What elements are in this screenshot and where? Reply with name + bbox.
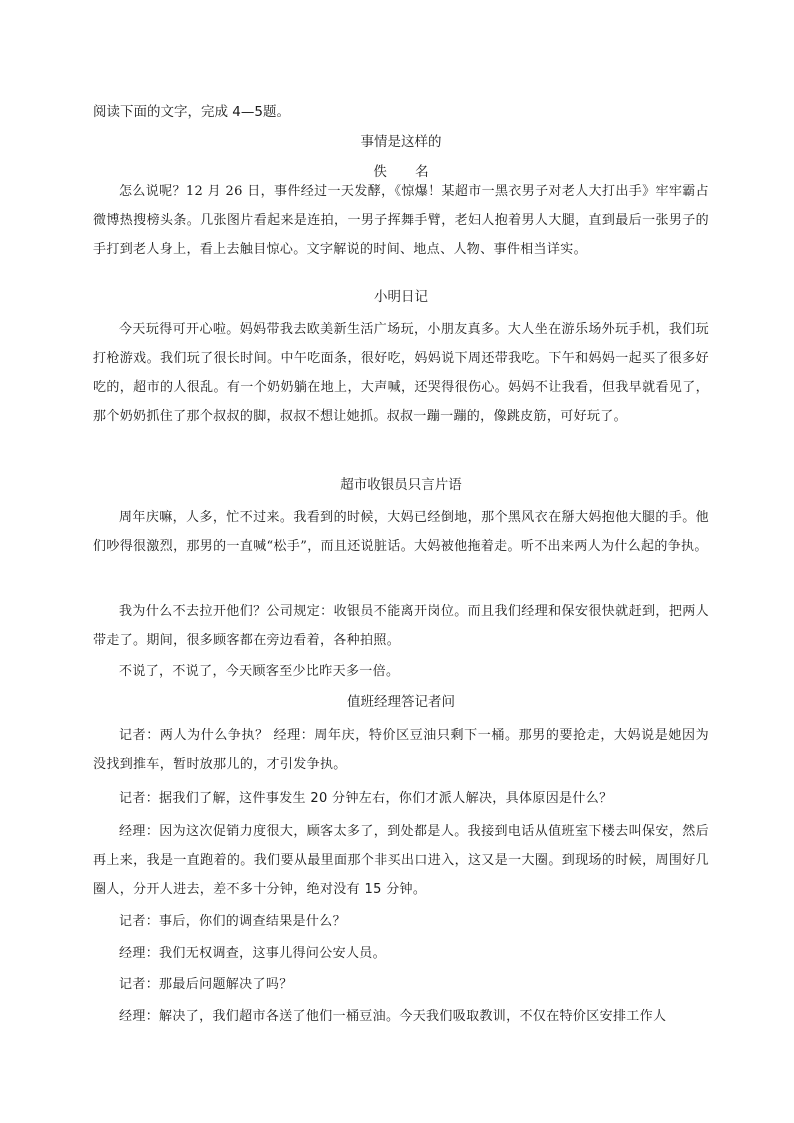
- question-instruction: 阅读下面的文字，完成 4—5题。: [93, 104, 290, 120]
- paragraph-section3-2: 我为什么不去拉开他们？公司规定：收银员不能离开岗位。而且我们经理和保安很快就赶到，把两人带走了。期间，很多顾客都在旁边看着，各种拍照。: [93, 604, 709, 648]
- paragraph-section3-1: 周年庆嘛，人多，忙不过来。我看到的时候，大妈已经倒地，那个黑风衣在掰大妈抱他大腿的手。他们吵得很激烈，那男的一直喊“松手”，而且还说脏话。大妈被他拖着走。听不出来两人为什么起的争执。: [93, 510, 709, 554]
- paragraph-section4-4: 记者：事后，你们的调查结果是什么？: [119, 914, 346, 929]
- article-author: 佚 名: [373, 164, 441, 180]
- paragraph-section3-3: 不说了，不说了，今天顾客至少比昨天多一倍。: [119, 664, 400, 679]
- paragraph-section4-3: 经理：因为这次促销力度很大，顾客太多了，到处都是人。我接到电话从值班室下楼去叫保安，然后再上来，我是一直跑着的。我们要从最里面那个非买出口进入，这又是一大圈。到现场的时候，周围好几圈人，分开人进去，差不多十分钟，绝对没有 15 分钟。: [93, 824, 709, 897]
- paragraph-section4-6: 记者：那最后问题解决了吗？: [119, 977, 293, 992]
- paragraph-section2-1: 今天玩得可开心啦。妈妈带我去欧美新生活广场玩，小朋友真多。大人坐在游乐场外玩手机，我们玩打枪游戏。我们玩了很长时间。中午吃面条，很好吃，妈妈说下周还带我吃。下午和妈妈一起买了很多好吃的，超市的人很乱。有一个奶奶躺在地上，大声喊，还哭得很伤心。妈妈不让我看，但我早就看见了，那个奶奶抓住了那个叔叔的脚，叔叔不想让她抓。叔叔一蹦一蹦的，像跳皮筋，可好玩了。: [93, 322, 709, 424]
- section-heading-diary: 小明日记: [374, 289, 428, 305]
- article-title: 事情是这样的: [360, 134, 442, 150]
- paragraph-section1-1: 怎么说呢？12 月 26 日，事件经过一天发酵，《惊爆！某超市一黑衣男子对老人大打出手》牢牢霸占微博热搜榜头条。几张图片看起来是连拍，一男子挥舞手臂，老妇人抱着男人大腿，直到最后一张男子的手打到老人身上，看上去触目惊心。文字解说的时间、地点、人物、事件相当详实。: [93, 184, 709, 257]
- paragraph-section4-1: 记者：两人为什么争执？ 经理：周年庆，特价区豆油只剩下一桶。那男的要抢走，大妈说是她因为没找到推车，暂时放那儿的，才引发争执。: [93, 728, 709, 772]
- paragraph-section4-7: 经理：解决了，我们超市各送了他们一桶豆油。今天我们吸取教训，不仅在特价区安排工作人: [119, 1009, 667, 1024]
- section-heading-manager: 值班经理答记者问: [347, 694, 455, 710]
- section-heading-cashier: 超市收银员只言片语: [340, 477, 462, 493]
- paragraph-section4-2: 记者：据我们了解，这件事发生 20 分钟左右，你们才派人解决，具体原因是什么？: [119, 791, 613, 806]
- paragraph-section4-5: 经理：我们无权调查，这事儿得问公安人员。: [119, 946, 387, 961]
